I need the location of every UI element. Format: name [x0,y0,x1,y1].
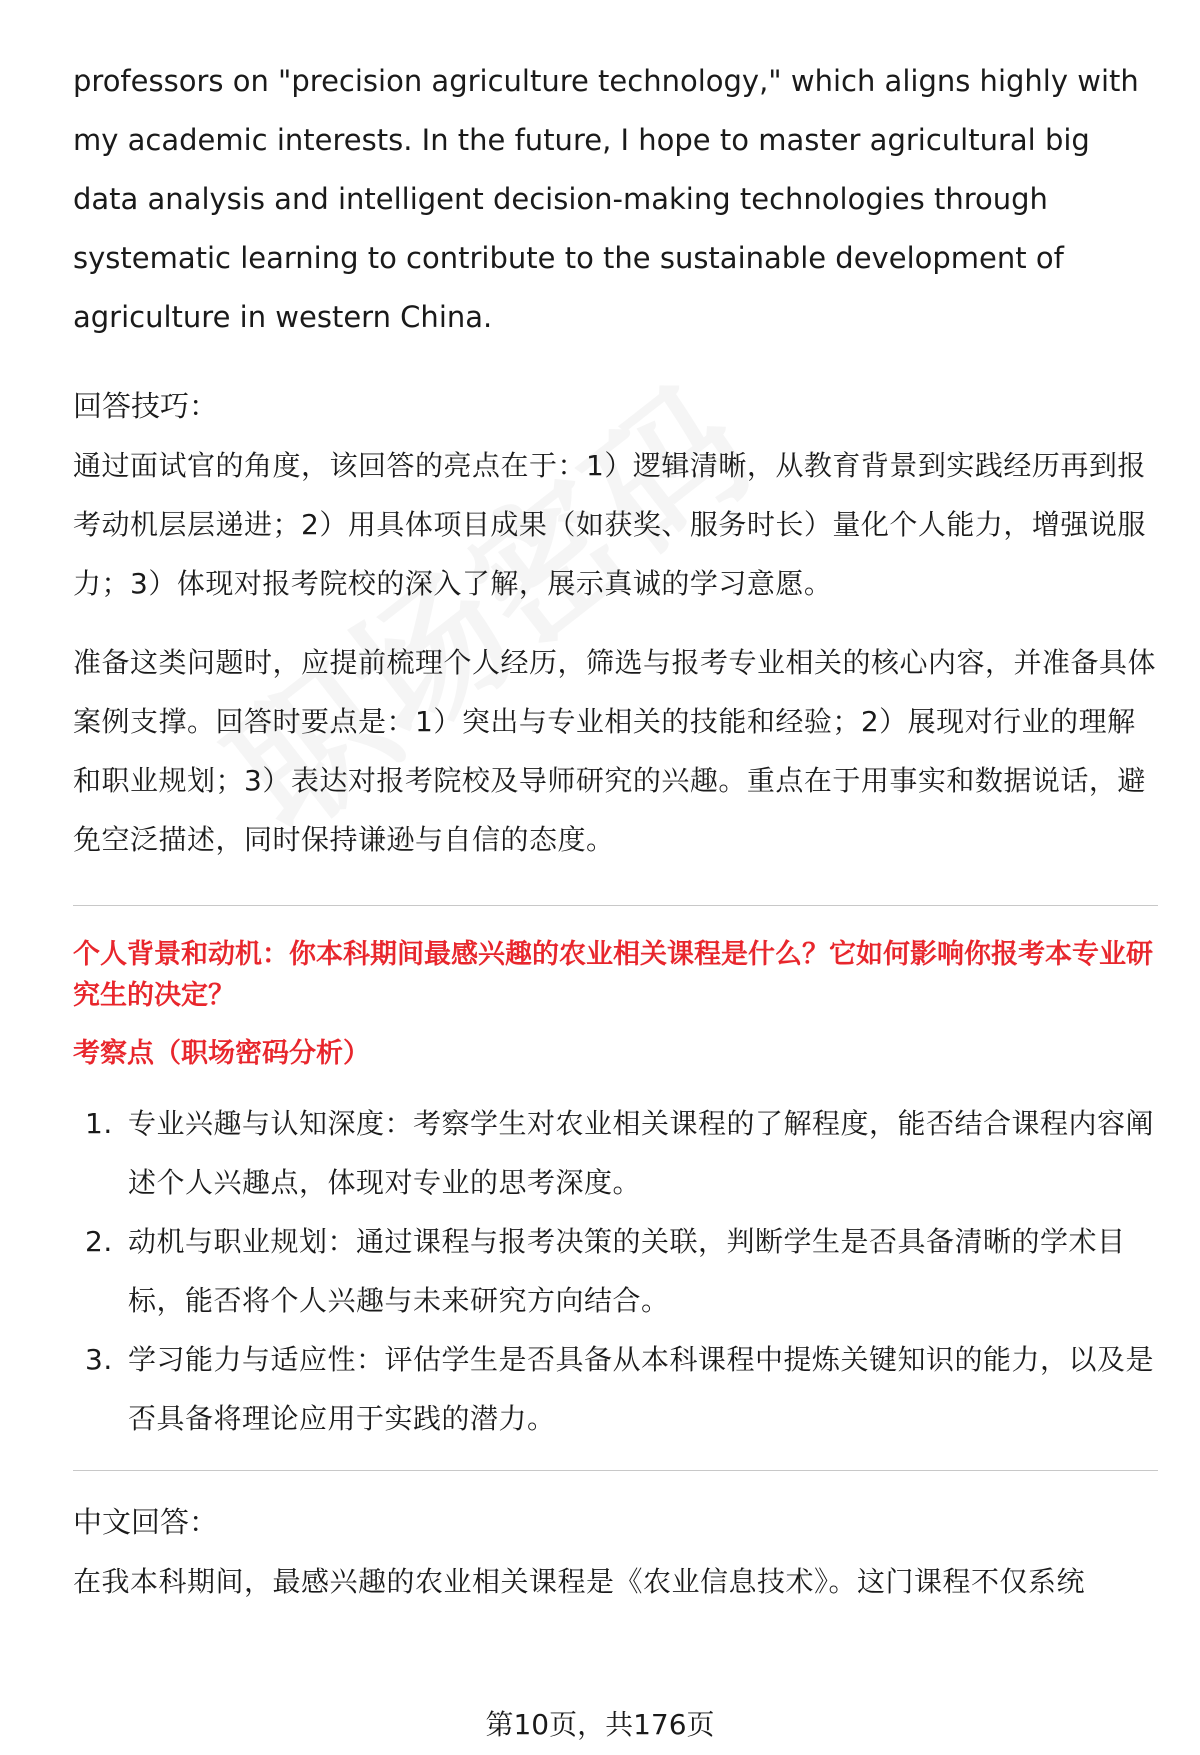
document-body [73,52,1158,1611]
list-item-text: 专业兴趣与认知深度：考察学生对农业相关课程的了解程度，能否结合课程内容阐述个人兴趣点，体现对专业的思考深度。 [128,1107,1155,1199]
question-heading: 个人背景和动机：你本科期间最感兴趣的农业相关课程是什么？它如何影响你报考本专业研究生的决定？ [73,939,1153,1011]
list-item-number: 3. [85,1343,113,1376]
list-item-text: 动机与职业规划：通过课程与报考决策的关联，判断学生是否具备清晰的学术目标，能否将个人兴趣与未来研究方向结合。 [128,1225,1126,1317]
list-item-number: 2. [85,1225,113,1258]
list-item [73,1094,1158,1212]
page-number-footer: 第10页，共176页 [485,1708,715,1741]
list-item [73,1212,1158,1330]
tips-paragraph-1: 通过面试官的角度，该回答的亮点在于：1）逻辑清晰，从教育背景到实践经历再到报考动机层层递进；2）用具体项目成果（如获奖、服务时长）量化个人能力，增强说服力；3）体现对报考院校的深入了解，展示真诚的学习意愿。 [73,449,1146,600]
list-item-number: 1. [85,1107,113,1140]
chinese-answer-label: 中文回答： [73,1505,219,1539]
tips-label: 回答技巧： [73,389,219,423]
list-item-text: 学习能力与适应性：评估学生是否具备从本科课程中提炼关键知识的能力，以及是否具备将理论应用于实践的潜力。 [128,1343,1155,1435]
chinese-answer-text: 在我本科期间，最感兴趣的农业相关课程是《农业信息技术》。这门课程不仅系统 [73,1565,1086,1598]
english-answer-continuation: professors on "precision agriculture technology," which aligns highly with my academic interests. In the future, I hope to master agricultural big data analysis and intelligent decision-making technologies through systematic learning to contribute to the sustainable development of agriculture in western China. [73,64,1139,334]
analysis-title: 考察点（职场密码分析） [73,1038,370,1069]
analysis-points-list [73,1094,1158,1448]
list-item [73,1330,1158,1448]
tips-paragraph-2: 准备这类问题时，应提前梳理个人经历，筛选与报考专业相关的核心内容，并准备具体案例支撑。回答时要点是：1）突出与专业相关的技能和经验；2）展现对行业的理解和职业规划；3）表达对报考院校及导师研究的兴趣。重点在于用事实和数据说话，避免空泛描述，同时保持谦逊与自信的态度。 [73,646,1157,856]
